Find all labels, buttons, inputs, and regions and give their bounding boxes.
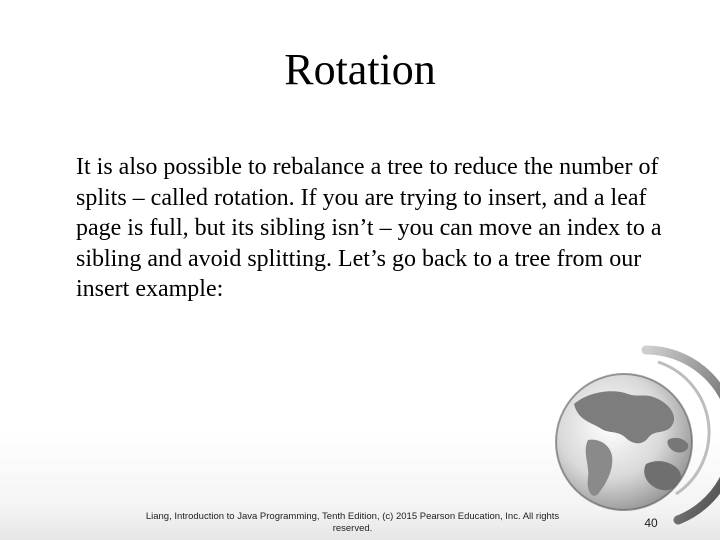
body-text: It is also possible to rebalance a tree to reduce the number of splits – called rotation. If you are trying to insert, and a leaf page is full, but its sibling isn’t – you can move an index to a sibling and avoid splitting. Let’s go back to a tree from our insert example: xyxy=(76,154,662,302)
footer-citation: Liang, Introduction to Java Programming, Tenth Edition, (c) 2015 Pearson Education, Inc. All rights reserved. xyxy=(145,511,560,534)
slide-title: Rotation xyxy=(284,45,436,94)
page-number: 40 xyxy=(644,516,658,530)
